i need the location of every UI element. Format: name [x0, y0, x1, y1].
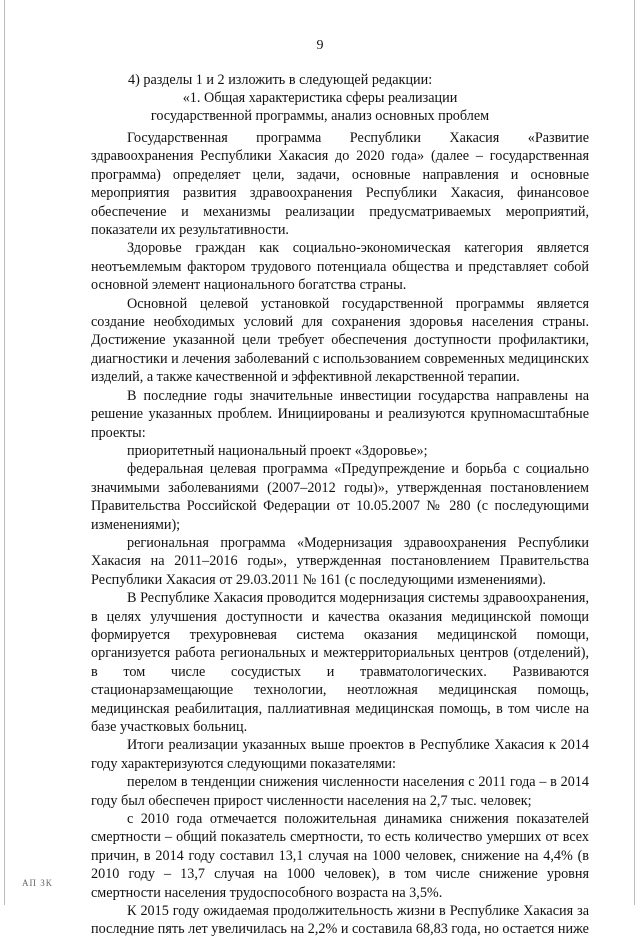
paragraph-project-health: приоритетный национальный проект «Здоровье»; — [127, 442, 428, 459]
paragraph-life-expectancy: К 2015 году ожидаемая продолжительность жизни в Республике Хакасия за последние пять лет увеличилась на 2,2% и составила 68,83 года, но остается ниже — [91, 903, 589, 938]
paragraph-investments: В последние годы значительные инвестиции государства направлены на решение указанных проблем. Инициированы и реализуются крупномасштабные проекты: — [91, 387, 589, 441]
right-scan-edge — [634, 0, 635, 905]
left-scan-edge — [4, 0, 5, 905]
paragraph-population-growth: перелом в тенденции снижения численности населения с 2011 года – в 2014 году был обеспечен прирост численности населения на 2,7 тыс. человек; — [91, 774, 589, 809]
paragraph-modernization: В Республике Хакасия проводится модернизация системы здравоохранения, в целях улучшения доступности и качества оказания медицинской помощи формируется трехуровневая система оказания медицинской помощи, организуется работа региональных и межтерриториальных центров (отделений), в том числе сосудистых и травматологических. Развиваются стационарзамещающие технологии, неотложная медицинская помощь, медицинская реабилитация, паллиативная медицинская помощь, в том числе на базе участковых больниц. — [91, 590, 589, 735]
paragraph-program-definition: Государственная программа Республики Хакасия «Развитие здравоохранения Республики Хакасия до 2020 года» (далее – государственная программа) определяет цели, задачи, основные направления и основные мероприятия развития здравоохранения Республики Хакасия, финансовое обеспечение и механизмы реализации предусматриваемых мероприятий, показатели их результативности. — [91, 130, 589, 239]
section-heading-line-1: «1. Общая характеристика сферы реализации — [182, 90, 458, 106]
paragraph-target-setting: Основной целевой установкой государственной программы является создание необходимых условий для сохранения здоровья населения страны. Достижение указанной цели требует обеспечения доступности профилактики, диагностики и лечения заболеваний с использованием современных медицинских изделий, а также качественной и эффективной лекарственной терапии. — [91, 295, 589, 386]
amendment-intro: 4) разделы 1 и 2 изложить в следующей редакции: — [128, 72, 433, 88]
paragraph-regional-program: региональная программа «Модернизация здравоохранения Республики Хакасия на 2011–2016 годы», утвержденная постановлением Правительства Республики Хакасия от 29.03.2011 № 161 (с последующими изменениями). — [91, 534, 589, 588]
paragraph-results-intro: Итоги реализации указанных выше проектов в Республике Хакасия к 2014 году характеризуются следующими показателями: — [91, 737, 589, 772]
footer-mark: АП ЗК — [22, 878, 53, 888]
paragraph-health-category: Здоровье граждан как социально-экономическая категория является неотъемлемым фактором трудового потенциала общества и представляет собой основной элемент национального богатства страны. — [91, 240, 589, 294]
page-number: 9 — [316, 38, 324, 53]
section-heading-line-2: государственной программы, анализ основных проблем — [150, 108, 490, 124]
paragraph-mortality: с 2010 года отмечается положительная динамика снижения показателей смертности – общий показатель смертности, то есть количество умерших от всех причин, в 2014 году составил 13,1 случая на 1000 человек, снижение на 4,4% (в 2010 году – 13,7 случая на 1000 человек), в том числе снижение уровня смертности населения трудоспособного возраста на 3,5%. — [91, 811, 589, 901]
document-body — [91, 129, 589, 939]
paragraph-federal-program: федеральная целевая программа «Предупреждение и борьба с социально значимыми заболеваниями (2007–2012 годы)», утвержденная постановлением Правительства Российской Федерации от 10.05.2007 № 280 (с последующими изменениями); — [91, 461, 589, 533]
section-heading — [0, 89, 640, 125]
